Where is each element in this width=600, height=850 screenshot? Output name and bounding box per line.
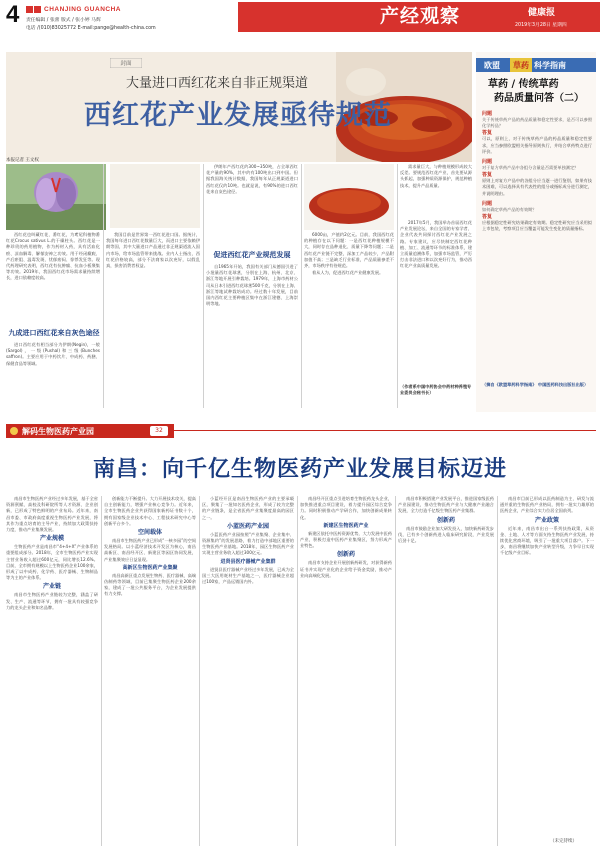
biomed-tag: 解码生物医药产业园: [22, 426, 94, 436]
science-title-2: 药品质量问答（二）: [494, 93, 584, 104]
crocus-field-photo: [110, 164, 200, 228]
masthead: [0, 0, 600, 34]
page-number: 4: [6, 1, 20, 28]
qa-question-label: 问题: [482, 159, 493, 166]
feature-col3-sub: 自1965年开始，我国有关部门从德国引进了小批量西红花球茎，分别在上海、杭州、北京、浙江等地开展引种栽培。1979年，上海市药材公司从日本引进西红花球茎500千克，分别在上海、浙江等地试种栽培成功。经过数十年发展，目前国内西红花主要种植区集中在浙江建德、上海崇明等地。: [206, 264, 298, 307]
story-col3: 小蓝经开区是南昌生物医药产业的主要承载区，聚集了一批知名医药企业，形成了较为完整的产业链条，是全省医药产业集聚度最高的园区之一。 小蓝医药产业园 小蓝医药产业园按照“产业集聚、企业集中、资源集约”的发展思路，着力打造中部地区重要的生物医药产业基地。2018年，园区生物医药产业实现主营业务收入超过300亿元。 进贤县医疗器械产业集群 进贤县医疗器械产业经过多年发展，已成为全国三大医用耗材生产基地之一，医疗器械企业超过100家，产品远销国内外。: [202, 496, 294, 585]
column-rule: [397, 164, 398, 408]
feature-subhead-1: 九成进口西红花来自灰色途径: [8, 328, 100, 337]
qa-item: [482, 158, 592, 197]
feature-col5-top: 需求量巨大，与种植规模形成较大反差。要规范西红花产业，首先要从源头抓起，加强种质资源保护，规范种植技术，提升产品质量。: [400, 164, 472, 188]
story-col6: 南昌市目前已形成以医药制造为主、研发与流通并重的生物医药产业格局，拥有一批实力雄厚的医药企业，产业综合实力位居全国前列。 产业政策 近年来，南昌市出台一系列扶持政策，从资金、土地、人才等方面支持生物医药产业发展，持续优化营商环境，吸引了一批重大项目落户。下一步，南昌将继续加快产业转型升级，力争早日实现千亿级产业目标。: [500, 496, 594, 556]
qa-answer: 原则上对复方产品中的各组分应当逐一进行鉴别，如果有技术困难，可以选择具有代表性的组分或指标成分进行测定，并说明理由。: [482, 178, 592, 196]
feature-kicker: 大量进口西红花来自非正规渠道: [126, 76, 309, 91]
feature-tag: 封面: [110, 58, 142, 68]
crocus-flower-photo: [6, 164, 106, 230]
qa-question: 如何确定草药产品的有效期？: [482, 206, 537, 212]
column-rule: [199, 496, 200, 846]
qa-answer-label: 答复: [482, 130, 493, 137]
story-col1: 南昌市生物医药产业经过多年发展，基于全省资源禀赋、高校及科研院所等人才资源、企业创新，已形成了特色鲜明的产业布局。近年来，南昌市委、市政府高度重视生物医药产业发展，将其作为重点培育的主导产业，持续加大政策扶持力度，推动产业集聚发展。 产业规模 生物医药产业是南昌市“4+4+X”产业体系的重要组成部分。2018年，全市生物医药产业实现主营业务收入超过600亿元，同比增长12.6%。目前，全市拥有规模以上生物医药企业100余家，形成了以中成药、化学药、医疗器械、生物制品等为主的产业体系。 产业链 南昌市生物医药产业链较为完整，涵盖了研发、生产、流通等环节，拥有一批具有较强竞争力的龙头企业和知名品牌。: [6, 496, 98, 610]
qa-question: 对于复方草药产品中各组分含量是否需要单独测定？: [482, 165, 579, 171]
feature-byline: 本报记者 王文权: [6, 158, 39, 163]
feature-subhead-2: 促进西红花产业规范发展: [213, 250, 291, 259]
story-subhead: 创新药: [336, 551, 355, 559]
column-rule: [301, 164, 302, 408]
biomed-banner-line: [174, 430, 596, 431]
feature-col1-sub: 进口西红花有相当部分为伊朗(Negin)，一般(Sargol)，一级(Pushal)和三级(Bunches saffron)。主要应用于中药饮片、中成药、药膳、保健食品等领域。: [6, 342, 100, 366]
qa-question: 关于传统草药产品的药品质量和稳定性要求，是否可以参照化学药品？: [482, 117, 592, 129]
qa-answer: 应根据稳定性研究结果确定有效期。稳定性研究应当采用拟上市包装，考察项目应当覆盖可能发生变化的质量指标。: [482, 220, 592, 232]
banner-left-text: 欧盟: [484, 60, 500, 70]
story-subhead: 产业链: [42, 583, 61, 591]
story-subhead: 产业政策: [534, 516, 559, 524]
paper-name: 健康报: [528, 8, 556, 18]
story-col2: 创新能力不断提升。大力开展技术攻关，提高自主创新能力，增强产业核心竞争力。近年来，全市生物医药企业共获得国家新药证书数十个，拥有国家级企业技术中心、工程技术研究中心等创新平台多个。 空间载体 南昌市生物医药产业已形成“一核多园”的空间发展格局。以小蓝经济技术开发区为核心，南昌高新区、南昌经开区、新建区等园区协同发展，产业集聚效应日益显现。 高新区生物医药产业集聚 南昌高新区重点发展生物药、医疗器械、高端仿制药等领域，目前已集聚生物医药企业200余家，建成了一批公共服务平台，为企业发展提供有力支撑。: [104, 496, 196, 597]
science-corner: [476, 52, 596, 412]
story-subhead: 产业规模: [39, 535, 64, 543]
author-note: （作者系中国中药协会中药材种养殖专业委员会秘书长）: [400, 384, 472, 395]
feature-col3: 伊朗年产西红花约300~350吨，占全球西红花产量的90%，其中约有100吨出口到中国。但据我国海关统计数据，我国每年从正规渠道进口西红花仅约10吨。也就是说，有90%的进口西红花来自灰色途径。: [206, 164, 298, 194]
science-title-1: 草药 / 传统草药: [488, 79, 559, 90]
story-headline: 南昌：向千亿生物医药产业发展目标迈进: [92, 456, 507, 482]
feature-headline: 西红花产业发展亟待规范: [84, 100, 392, 131]
feature-col4: 6000亩，产值约2亿元。目前，我国西红花的种植存在以下问题：一是西红花种植规模不大，同时存在品种退化、质量下降等问题；二是西红花产业链不完整，深加工产品较少，产品附加值不高；三是缺乏行业标准，产品质量参差不齐，市场秩序有待规范。 着从人为，促进西红花产业健康发展。: [304, 232, 394, 276]
feature-col1-text: 西红花也叫藏红花、番红花，为鸢尾科植物番红花Crocus sativus L.的干燥柱头。西红花是一种珍贵的药用植物，作为药材入药，具有活血化瘀、凉血解毒、解郁安神之功效。用于经闭癥瘕、产后瘀阻、温毒发斑、忧郁痞闷、惊悸发狂等。现代药理研究表明，西红花有抗肿瘤、抗血小板聚集等功效。2019年，我国西红花市场需求量持续增长，进口依赖度较高。: [6, 232, 100, 281]
qa-item: [482, 110, 592, 155]
story-ending: （未完待续）: [550, 839, 577, 844]
column-rule: [203, 164, 204, 408]
feature-col2: 我国目前是世界第一西红花进口国。据统计，我国每年进口西红花数量巨大，而进口主要依赖伊朗等国，其中大量进口产品通过非正规渠道流入国内市场，给市场监管带来挑战。业内人士指出，西红花价格较高，部分不法商家以次充好，以假乱真，损害消费者权益。: [106, 232, 200, 269]
story-subhead: 新建区生物医药产业: [323, 522, 369, 529]
story-subhead: 空间载体: [137, 529, 162, 537]
masthead-meta-2: 电话 /(010)83025772 E-mail:pange@health-china.com: [26, 26, 156, 31]
story-col5: 南昌市积极搭建产业发展平台，推进国家级医药产业园建设，推动生物医药产业与大健康产业融合发展，全力打造千亿级生物医药产业集群。 创新药 南昌市鼓励企业加大研发投入，加快新药研发步伐，已有多个创新药进入临床研究阶段，产业发展后劲十足。: [398, 496, 494, 544]
column-rule: [101, 496, 102, 846]
saffron-bowl-photo: [304, 164, 394, 230]
brand-pinyin: CHANJING GUANCHA: [44, 6, 121, 13]
qa-question-label: 问题: [482, 200, 493, 207]
qa-item: [482, 200, 592, 233]
molecule-icon: [9, 426, 19, 436]
science-source: （摘自《欧盟草药科学指南》 中国医药科技出版社出版）: [482, 382, 589, 387]
banner-right-text: 科学指南: [534, 60, 566, 70]
qa-question-label: 问题: [482, 111, 493, 117]
story-col4: 南昌经开区重点引进培育生物医药龙头企业，加快推进重点项目建设，着力提升园区综合竞争力。同时积极推动产学研合作，加快创新成果转化。 新建区生物医药产业 新建区依托中医药资源优势，大力发展中医药产业，积极打造中医药产业集聚区，努力形成产业特色。 创新药 南昌市支持企业开展创新药研发，对获得新药证书并实现产业化的企业给予资金奖励，推动产业向高端化发展。: [300, 496, 392, 578]
masthead-meta-1: 责任编辑 / 张蕾 版式 / 张小婷 马辉: [26, 18, 101, 23]
column-rule: [497, 496, 498, 846]
section-title: 产经观察: [380, 5, 461, 27]
qa-answer: 可以，原则上，对于传统草药产品的药品质量和稳定性要求，应当参照欧盟相关指导原则执行，并结合草药特点进行评价。: [482, 136, 592, 154]
feature-col5: 2017年5月，我国举办首届西红花产业发展论坛，来自全国的专家学者、企业代表共同探讨西红花产业发展之路。专家建议，应尽快制定西红花种植、加工、流通等环节的标准体系，建立质量追溯体系，加强市场监管，严厉打击非法进口和以次充好行为，推动西红花产业高质量发展。: [400, 220, 472, 269]
biomed-number: 32: [150, 426, 168, 436]
qa-answer-label: 答复: [482, 214, 493, 221]
feature-col1: [6, 232, 100, 326]
column-rule: [297, 496, 298, 846]
story-subhead: 进贤县医疗器械产业集群: [220, 558, 276, 565]
column-rule: [103, 164, 104, 408]
issue-date: 2019年3月28日 星期四: [515, 23, 567, 28]
story-subhead: 高新区生物医药产业集聚: [122, 564, 178, 571]
story-subhead: 创新药: [436, 516, 455, 524]
biomed-banner: [6, 424, 174, 438]
column-rule: [395, 496, 396, 846]
feature-header: [6, 52, 472, 162]
qa-block: [482, 110, 592, 235]
banner-mid-badge: 草药: [510, 58, 532, 72]
science-banner: [476, 58, 596, 72]
qa-answer-label: 答复: [482, 172, 493, 179]
story-subhead: 小蓝医药产业园: [226, 522, 269, 530]
